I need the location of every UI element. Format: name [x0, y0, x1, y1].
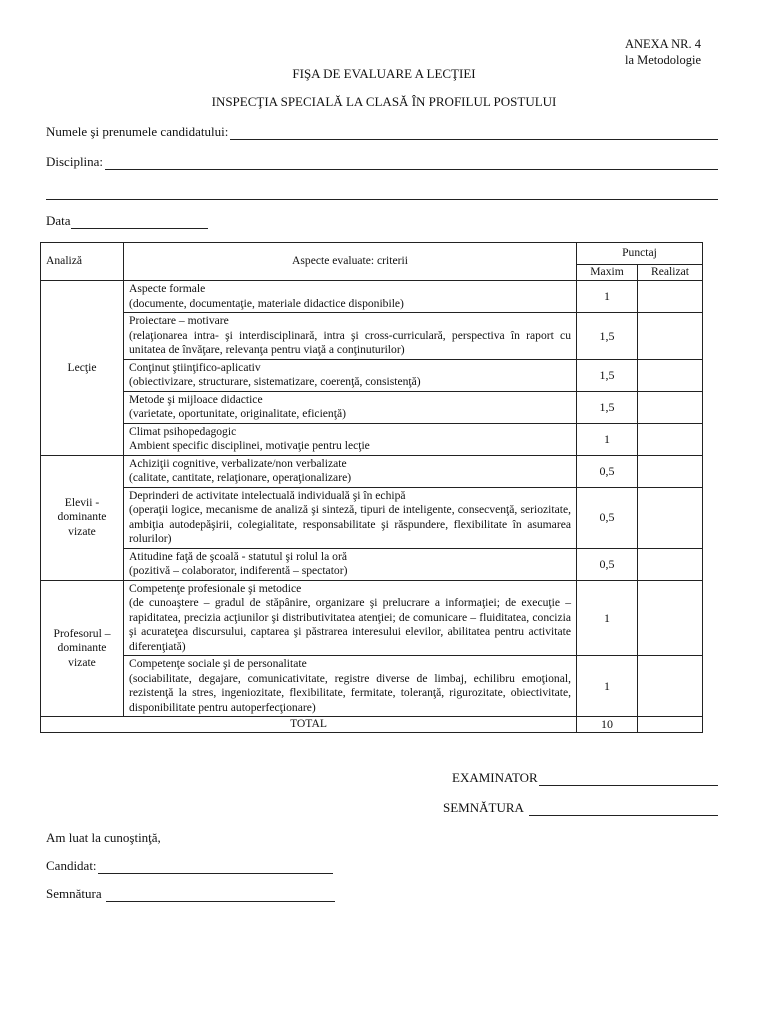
date-field[interactable]: [71, 214, 208, 229]
table-row: [41, 313, 703, 360]
table-header-row: [41, 243, 703, 265]
max-score: 1,5: [577, 391, 638, 423]
achieved-score-cell[interactable]: [638, 455, 703, 487]
criterion-title: Climat psihopedagogic: [129, 424, 237, 438]
candidate-label: Candidat:: [46, 858, 97, 873]
criterion-cell: [124, 359, 577, 391]
discipline-row: [46, 152, 718, 170]
criterion-detail: (relaţionarea intra- şi interdisciplinară, intra şi cross-curriculară, perspectiva în raport cu unitatea de învăţare, relevanţa pentru viaţă a conţinuturilor): [129, 328, 571, 356]
candidate-field[interactable]: [98, 859, 333, 874]
group-label-teacher: Profesorul – dominante vizate: [41, 580, 124, 717]
criterion-detail: (sociabilitate, degajare, comunicativitate, registre diverse de limbaj, echilibru emoţional, rezistenţă la stres, ingeniozitate, flexibilitate, fermitate, toleranţă, rigurozitate, obiectivitate, disponibilitate pentru autoperfecţionare): [129, 671, 571, 714]
table-row: [41, 391, 703, 423]
discipline-label: Disciplina:: [46, 154, 104, 169]
total-achieved-cell[interactable]: [638, 717, 703, 733]
criterion-detail: (calitate, cantitate, relaţionare, operaţionalizare): [129, 471, 352, 484]
table-row: [41, 423, 703, 455]
achieved-score-cell[interactable]: [638, 487, 703, 548]
criterion-title: Metode şi mijloace didactice: [129, 392, 263, 406]
discipline-field[interactable]: [105, 155, 718, 170]
criterion-title: Competenţe sociale şi de personalitate: [129, 657, 307, 670]
examiner-label: EXAMINATOR: [452, 770, 538, 785]
examiner-field[interactable]: [539, 771, 718, 786]
achieved-score-cell[interactable]: [638, 580, 703, 656]
candidate-name-row: [46, 122, 718, 140]
criterion-cell: [124, 423, 577, 455]
criterion-detail: (varietate, oportunitate, originalitate, eficienţă): [129, 407, 346, 420]
criterion-title: Aspecte formale: [129, 282, 206, 295]
achieved-score-cell[interactable]: [638, 423, 703, 455]
candidate-name-field[interactable]: [230, 125, 718, 140]
max-score: 0,5: [577, 548, 638, 580]
header-analysis: Analiză: [41, 243, 124, 281]
criterion-cell: [124, 281, 577, 313]
criterion-detail: Ambient specific disciplinei, motivaţie pentru lecţie: [129, 439, 370, 452]
candidate-signature-label: Semnătura: [46, 886, 102, 901]
achieved-score-cell[interactable]: [638, 313, 703, 360]
max-score: 1: [577, 656, 638, 717]
form-subtitle: INSPECŢIA SPECIALĂ LA CLASĂ ÎN PROFILUL POSTULUI: [211, 94, 557, 109]
header-criteria: Aspecte evaluate: criterii: [124, 243, 577, 281]
examiner-signature-field[interactable]: [529, 801, 718, 816]
total-max-score: 10: [577, 717, 638, 733]
achieved-score-cell[interactable]: [638, 548, 703, 580]
header-max: Maxim: [577, 265, 638, 281]
group-label-lesson: Lecţie: [41, 281, 124, 456]
examiner-signature-row: [443, 798, 718, 816]
total-row: [41, 717, 703, 733]
criterion-cell: [124, 656, 577, 717]
total-label: TOTAL: [41, 717, 577, 733]
examiner-signature-label: SEMNĂTURA: [443, 800, 524, 815]
table-row: [41, 548, 703, 580]
criterion-cell: [124, 580, 577, 656]
candidate-name-label: Numele şi prenumele candidatului:: [46, 124, 229, 139]
header-achieved: Realizat: [638, 265, 703, 281]
table-row: [41, 281, 703, 313]
criterion-title: Deprinderi de activitate intelectuală individuală şi în echipă: [129, 488, 406, 502]
criterion-title: Atitudine faţă de şcoală - statutul şi rolul la oră: [129, 549, 347, 563]
table-row: [41, 359, 703, 391]
criterion-cell: [124, 548, 577, 580]
criterion-cell: [124, 313, 577, 360]
table-row: [41, 487, 703, 548]
criterion-title: Achiziţii cognitive, verbalizate/non verbalizate: [129, 456, 347, 470]
criterion-title: Proiectare – motivare: [129, 314, 229, 327]
candidate-signature-row: [46, 884, 335, 902]
achieved-score-cell[interactable]: [638, 281, 703, 313]
table-row: [41, 580, 703, 656]
criterion-detail: (obiectivizare, structurare, sistematizare, coerenţă, consistenţă): [129, 375, 421, 388]
annex-label: [625, 36, 701, 68]
criterion-detail: (operaţii logice, mecanisme de analiză şi sinteză, tipuri de inteligente, consecvenţă, seriozitate, ambiţia autodepăşirii, colegialitate, responsabilitate şi răspundere, flexibilitate în asumarea rolurilor): [129, 503, 571, 545]
criterion-title: Competenţe profesionale şi metodice: [129, 581, 302, 595]
criterion-detail: (pozitivă – colaborator, indiferentă – spectator): [129, 564, 348, 577]
table-row: [41, 455, 703, 487]
criterion-cell: [124, 455, 577, 487]
evaluation-table: [40, 242, 703, 733]
max-score: 1,5: [577, 359, 638, 391]
achieved-score-cell[interactable]: [638, 359, 703, 391]
candidate-row: [46, 856, 333, 874]
max-score: 0,5: [577, 487, 638, 548]
max-score: 0,5: [577, 455, 638, 487]
table-row: [41, 656, 703, 717]
criterion-detail: (de cunoaştere – gradul de stăpânire, organizare şi prelucrare a informaţiei; de execuţie – rapiditatea, precizia acţiunilor şi distributivitatea atenţiei; de comunicare – fluiditatea, concizia şi acurateţea discursului, captarea şi păstrarea interesului elevilor, abilitatea pentru activitate diferenţiată): [129, 596, 571, 653]
group-label-students: Elevii - dominante vizate: [41, 455, 124, 580]
candidate-signature-field[interactable]: [106, 887, 335, 902]
form-title: FIŞA DE EVALUARE A LECŢIEI: [292, 66, 476, 81]
max-score: 1: [577, 281, 638, 313]
date-label: Data: [46, 213, 71, 228]
date-row: [46, 211, 208, 229]
max-score: 1,5: [577, 313, 638, 360]
max-score: 1: [577, 423, 638, 455]
acknowledged-text: Am luat la cunoştinţă,: [46, 830, 161, 845]
annex-number: ANEXA NR. 4: [624, 37, 701, 51]
achieved-score-cell[interactable]: [638, 391, 703, 423]
annex-reference: la Metodologie: [624, 53, 701, 67]
criterion-detail: (documente, documentaţie, materiale didactice disponibile): [129, 296, 404, 310]
criterion-cell: [124, 391, 577, 423]
header-score: Punctaj: [577, 243, 703, 265]
achieved-score-cell[interactable]: [638, 656, 703, 717]
examiner-row: [452, 768, 718, 786]
criterion-cell: [124, 487, 577, 548]
criterion-title: Conţinut ştiinţifico-aplicativ: [129, 360, 261, 374]
discipline-extra-field[interactable]: [46, 185, 718, 200]
max-score: 1: [577, 580, 638, 656]
discipline-extra-row: [46, 182, 718, 200]
